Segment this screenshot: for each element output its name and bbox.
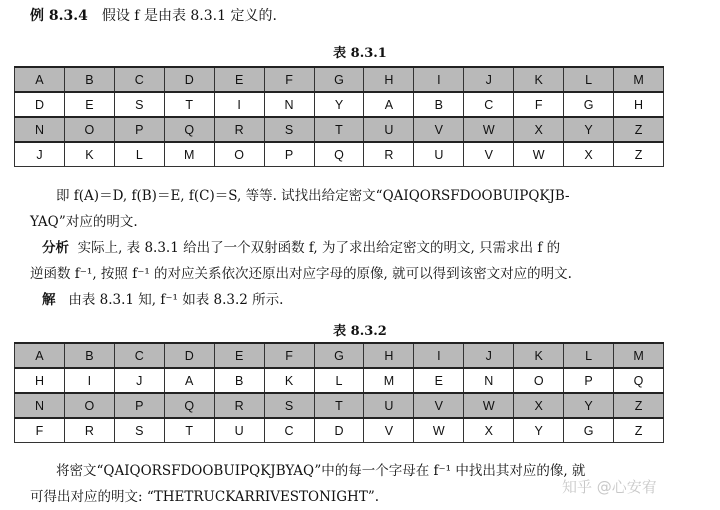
table-cell: D [164, 67, 214, 92]
table-cell: T [314, 117, 364, 142]
table-cell: G [564, 92, 614, 117]
solution-line [42, 287, 283, 313]
table-cell: T [164, 418, 214, 443]
table-cell: M [614, 67, 664, 92]
table-cell: S [114, 92, 164, 117]
table-cell: K [64, 142, 114, 167]
table-cell: K [264, 368, 314, 393]
table-cell: K [514, 343, 564, 368]
table-cell: N [15, 117, 65, 142]
conclusion-line1: 将密文“QAIQORSFDOOBUIPQKJBYAQ”中的每一个字母在 f⁻¹ 中找出其对应的像, 就 [56, 463, 586, 479]
table-cell: U [364, 393, 414, 418]
table-cell: O [64, 117, 114, 142]
table-row [15, 393, 664, 418]
table2 [14, 342, 664, 443]
table-cell: E [214, 343, 264, 368]
table-cell: Z [614, 117, 664, 142]
table-cell: V [414, 393, 464, 418]
table-cell: Y [564, 393, 614, 418]
table-cell: O [64, 393, 114, 418]
table-cell: S [264, 117, 314, 142]
table-cell: S [264, 393, 314, 418]
conclusion-line2: 可得出对应的明文: “THETRUCKARRIVESTONIGHT”. [30, 489, 380, 505]
table-row [15, 142, 664, 167]
table-cell: Y [564, 117, 614, 142]
table-cell: R [214, 117, 264, 142]
analysis-text1: 实际上, 表 8.3.1 给出了一个双射函数 f, 为了求出给定密文的明文, 只需求出 f 的 [77, 240, 561, 256]
table-cell: W [514, 142, 564, 167]
table-cell: I [214, 92, 264, 117]
table-cell: J [464, 67, 514, 92]
table-cell: J [464, 343, 514, 368]
table-cell: Z [614, 142, 664, 167]
table-cell: C [464, 92, 514, 117]
solution-text: 由表 8.3.1 知, f⁻¹ 如表 8.3.2 所示. [68, 292, 284, 308]
table-cell: V [414, 117, 464, 142]
table-cell: Q [164, 117, 214, 142]
table-cell: M [164, 142, 214, 167]
table-row [15, 92, 664, 117]
example-text: 假设 f 是由表 8.3.1 定义的. [101, 8, 277, 24]
table-cell: I [414, 343, 464, 368]
table-cell: T [314, 393, 364, 418]
table-cell: H [364, 67, 414, 92]
table-cell: E [214, 67, 264, 92]
table-cell: D [15, 92, 65, 117]
table-cell: S [114, 418, 164, 443]
table-cell: Y [314, 92, 364, 117]
table-cell: L [314, 368, 364, 393]
table-row [15, 343, 664, 368]
table-cell: Q [614, 368, 664, 393]
table-cell: B [64, 343, 114, 368]
table-cell: P [114, 117, 164, 142]
analysis-label: 分析 [42, 240, 69, 256]
table-cell: X [564, 142, 614, 167]
table-cell: E [414, 368, 464, 393]
table-cell: Z [614, 418, 664, 443]
table-cell: J [15, 142, 65, 167]
table1 [14, 66, 664, 167]
table-cell: A [15, 343, 65, 368]
table-cell: Q [164, 393, 214, 418]
table-cell: X [514, 117, 564, 142]
table-cell: X [514, 393, 564, 418]
para1-line2: YAQ”对应的明文. [30, 214, 138, 230]
para1-line1: 即 f(A)＝D, f(B)＝E, f(C)＝S, 等等. 试找出给定密文“QAIQORSFDOOBUIPQKJB- [56, 188, 570, 204]
table-cell: X [464, 418, 514, 443]
table-cell: K [514, 67, 564, 92]
example-heading [30, 5, 277, 25]
table-cell: U [414, 142, 464, 167]
table2-title: 表 8.3.2 [333, 324, 387, 339]
table-cell: P [114, 393, 164, 418]
table-cell: Z [614, 393, 664, 418]
table-cell: O [514, 368, 564, 393]
table-cell: G [314, 67, 364, 92]
table-cell: C [114, 67, 164, 92]
table-cell: B [414, 92, 464, 117]
table-cell: N [264, 92, 314, 117]
table-cell: G [314, 343, 364, 368]
analysis-line2: 逆函数 f⁻¹, 按照 f⁻¹ 的对应关系依次还原出对应字母的原像, 就可以得到该密文对应的明文. [30, 266, 572, 282]
table-cell: H [364, 343, 414, 368]
table-cell: Y [514, 418, 564, 443]
table-cell: W [414, 418, 464, 443]
table-cell: W [464, 117, 514, 142]
table-cell: W [464, 393, 514, 418]
table-row [15, 368, 664, 393]
table-cell: V [464, 142, 514, 167]
table-cell: B [214, 368, 264, 393]
table-cell: N [464, 368, 514, 393]
table-cell: C [264, 418, 314, 443]
analysis-line1 [42, 235, 560, 261]
watermark: 知乎 @心安宥 [562, 478, 657, 496]
table-cell: V [364, 418, 414, 443]
table-cell: L [564, 343, 614, 368]
table-cell: T [164, 92, 214, 117]
table-row [15, 418, 664, 443]
table-cell: P [564, 368, 614, 393]
table-cell: A [364, 92, 414, 117]
table-cell: I [414, 67, 464, 92]
table-cell: F [15, 418, 65, 443]
table-cell: H [15, 368, 65, 393]
table-cell: A [164, 368, 214, 393]
table-cell: G [564, 418, 614, 443]
table-cell: O [214, 142, 264, 167]
table-cell: F [264, 67, 314, 92]
table-cell: R [64, 418, 114, 443]
table-cell: C [114, 343, 164, 368]
solution-label: 解 [42, 292, 56, 308]
table-cell: H [614, 92, 664, 117]
table-cell: D [164, 343, 214, 368]
table-cell: U [364, 117, 414, 142]
table-cell: F [514, 92, 564, 117]
table-cell: B [64, 67, 114, 92]
example-label: 例 8.3.4 [30, 8, 88, 24]
table-cell: D [314, 418, 364, 443]
table-cell: I [64, 368, 114, 393]
table-cell: M [614, 343, 664, 368]
table-cell: F [264, 343, 314, 368]
table-cell: P [264, 142, 314, 167]
table-cell: Q [314, 142, 364, 167]
table-cell: A [15, 67, 65, 92]
table-cell: R [364, 142, 414, 167]
table-cell: M [364, 368, 414, 393]
table-cell: J [114, 368, 164, 393]
table-row [15, 67, 664, 92]
table-cell: N [15, 393, 65, 418]
table-cell: E [64, 92, 114, 117]
table-cell: L [114, 142, 164, 167]
table-cell: R [214, 393, 264, 418]
table-cell: U [214, 418, 264, 443]
table-row [15, 117, 664, 142]
table1-title: 表 8.3.1 [333, 46, 387, 61]
table-cell: L [564, 67, 614, 92]
